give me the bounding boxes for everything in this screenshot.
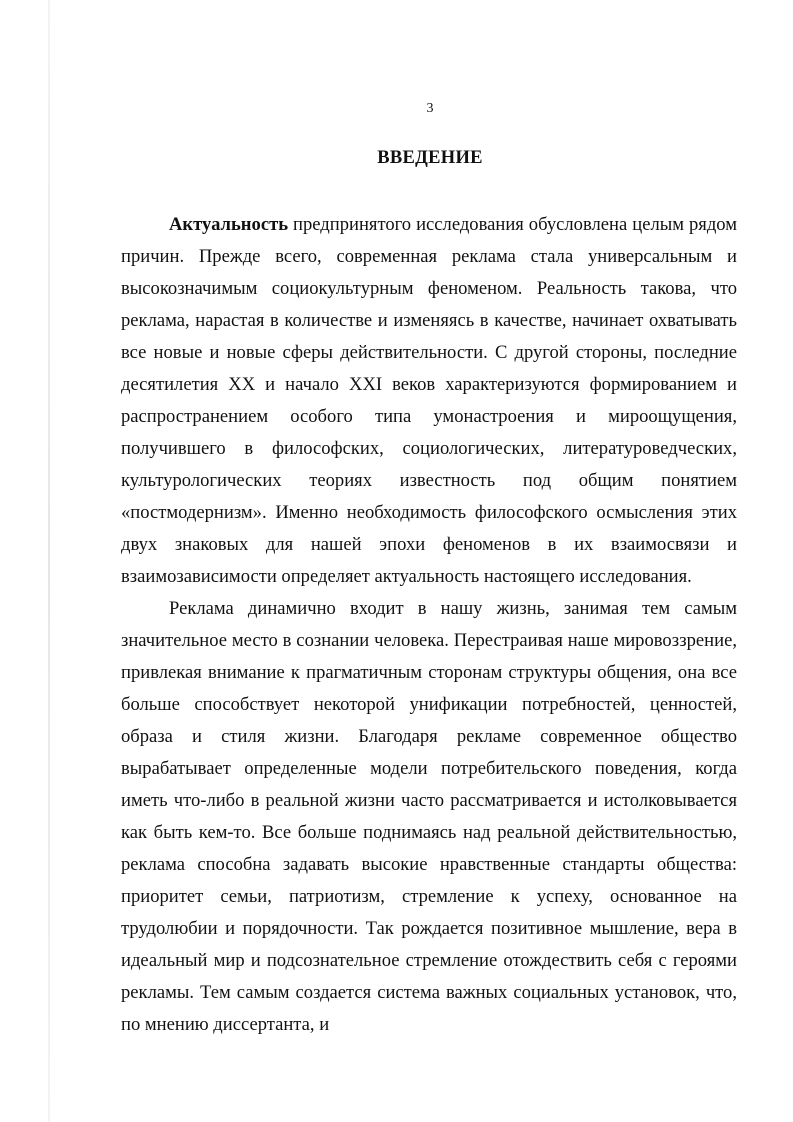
paragraph-lead-word: Актуальность <box>169 214 289 235</box>
paragraph-relevance <box>121 209 737 593</box>
paragraph-text: предпринятого исследования обусловлена целым рядом причин. Прежде всего, современная реклама стала универсальным и высокозначимым социокультурным феноменом. Реальность такова, что реклама, нарастая в количестве и изменяясь в качестве, начинает охватывать все новые и новые сферы действительности. С другой стороны, последние десятилетия XX и начало XXI веков характеризуются формированием и распространением особого типа умонастроения и мироощущения, получившего в философских, социологических, литературоведческих, культурологических теориях известность под общим понятием «постмодернизм». Именно необходимость философского осмысления этих двух знаковых для нашей эпохи феноменов в их взаимосвязи и взаимозависимости определяет актуальность настоящего исследования. <box>121 214 737 587</box>
page-number: 3 <box>426 101 434 116</box>
page-title: ВВЕДЕНИЕ <box>377 148 483 168</box>
paragraph-text: Реклама динамично входит в нашу жизнь, занимая тем самым значительное место в сознании человека. Перестраивая наше мировоззрение, привлекая внимание к прагматичным сторонам структуры общения, она все больше способствует некоторой унификации потребностей, ценностей, образа и стиля жизни. Благодаря рекламе современное общество вырабатывает определенные модели потребительского поведения, когда иметь что-либо в реальной жизни часто рассматривается и истолковывается как быть кем-то. Все больше поднимаясь над реальной действительностью, реклама способна задавать высокие нравственные стандарты общества: приоритет семьи, патриотизм, стремление к успеху, основанное на трудолюбии и порядочности. Так рождается позитивное мышление, вера в идеальный мир и подсознательное стремление отождествить себя с героями рекламы. Тем самым создается система важных социальных установок, что, по мнению диссертанта, и <box>121 598 737 1035</box>
paragraph-advertising <box>121 593 737 1041</box>
body-text <box>121 209 737 1041</box>
